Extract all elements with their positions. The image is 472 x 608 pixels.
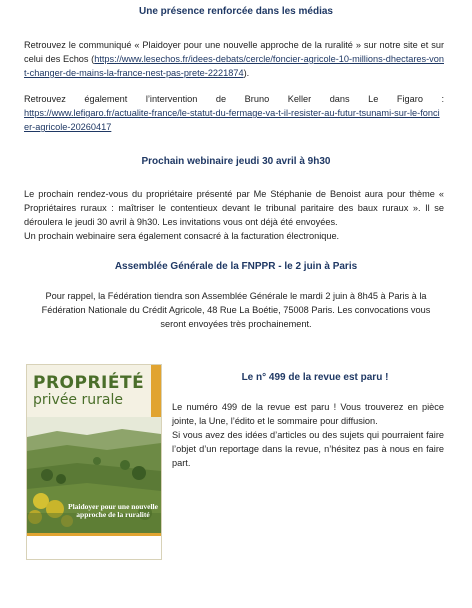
webinar-text: Le prochain rendez-vous du propriétaire présenté par Me Stéphanie de Benoist aura pour thème « Propriétaires ruraux : maîtriser le contentieux devant le tribunal paritaire des baux ruraux ». Il se déroulera le jeudi 30 avril à 9h30. Les invitations vous ont déjà été envoyées. <box>24 189 444 227</box>
webinar-paragraph <box>24 187 444 243</box>
review-paragraph <box>172 400 444 470</box>
cover-issue-band <box>151 365 161 417</box>
magazine-cover <box>26 364 162 560</box>
assembly-paragraph <box>28 289 444 331</box>
cover-footer-strip <box>27 533 161 536</box>
cover-brand-line-2: privée rurale <box>33 392 123 408</box>
media-text: Retrouvez le communiqué « Plaidoyer pour une nouvelle approche de la ruralité » sur notre site et sur celui des Echos ( <box>24 40 444 64</box>
section-title-assembly: Assemblée Générale de la FNPPR - le 2 juin à Paris <box>114 261 358 272</box>
section-title-webinar: Prochain webinaire jeudi 30 avril à 9h30 <box>141 156 331 167</box>
cover-footer <box>27 533 161 559</box>
webinar-text-2: Un prochain webinaire sera également consacré à la facturation électronique. <box>24 231 340 241</box>
cover-headline: Plaidoyer pour une nouvelle approche de la ruralité <box>68 502 158 519</box>
section-title-media: Une présence renforcée dans les médias <box>139 6 333 17</box>
review-text-2: Si vous avez des idées d’articles ou des sujets qui pourraient faire l’objet d’un reportage dans la revue, n’hésitez pas à nous en faire part. <box>172 430 444 468</box>
media-text-end: ). <box>243 68 250 78</box>
review-text-1: Le numéro 499 de la revue est paru ! Vous trouverez en pièce jointe, la Une, l’édito et le sommaire pour diffusion. <box>172 402 444 426</box>
cover-brand-line-1: PROPRIÉTÉ <box>33 373 145 393</box>
media-paragraph-1 <box>24 38 444 80</box>
lesechos-link[interactable]: https://www.lesechos.fr/idees-debats/cercle/foncier-agricole-10-millions-dhectares-vont-changer-de-mains-la-france-nest-pas-prete-2221874 <box>24 54 444 78</box>
section-title-review: Le n° 499 de la revue est paru ! <box>241 372 389 383</box>
figaro-link[interactable]: https://www.lefigaro.fr/actualite-france/le-statut-du-fermage-va-t-il-resister-au-futur-tsunami-sur-le-foncier-agricole-20260417 <box>24 108 440 132</box>
figaro-intro: Retrouvez également l’intervention de Bruno Keller dans Le Figaro : <box>24 94 444 104</box>
assembly-text: Pour rappel, la Fédération tiendra son Assemblée Générale le mardi 2 juin à 8h45 à Paris à la Fédération Nationale du Crédit Agricole, 48 Rue La Boétie, 75008 Paris. Les convocations vous seront envoyées très prochainement. <box>41 291 431 329</box>
media-paragraph-2 <box>24 92 444 134</box>
